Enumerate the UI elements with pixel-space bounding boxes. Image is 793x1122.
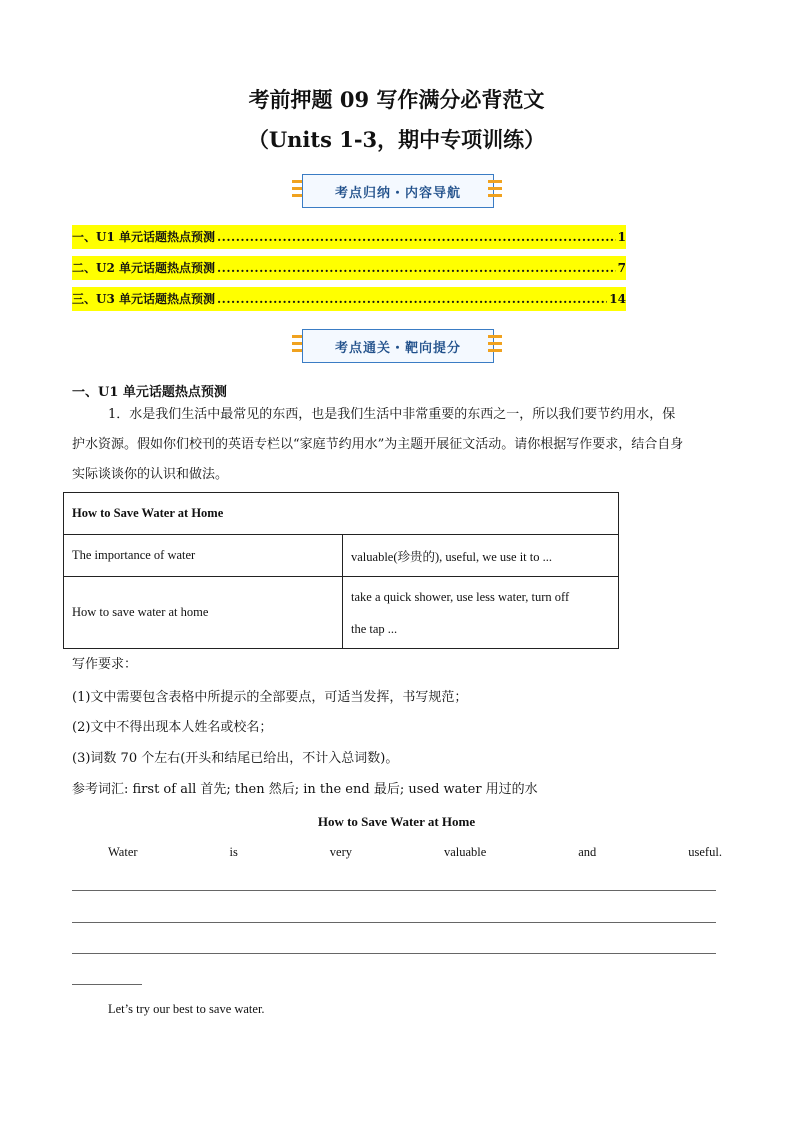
essay-word: is (229, 845, 238, 859)
toc-item-u2[interactable] (72, 256, 626, 280)
banner-decoration-icon (488, 180, 502, 201)
table-cell: valuable(珍贵的), useful, we use it to ... (343, 535, 619, 577)
essay-word: useful. (688, 845, 722, 859)
requirements-heading: 写作要求： (72, 657, 138, 672)
question-line: 1．水是我们生活中最常见的东西，也是我们生活中非常重要的东西之一，所以我们要节约用水，保 (108, 407, 676, 422)
toc-leader (217, 256, 616, 280)
requirement-item: (2)文中不得出现本人姓名或校名； (72, 720, 273, 735)
essay-word: very (329, 845, 352, 859)
table-cell: How to save water at home (64, 577, 343, 649)
toc-item-u1[interactable] (72, 225, 626, 249)
table-row (64, 535, 619, 577)
requirement-item: (3)词数 70 个左右(开头和结尾已给出，不计入总词数)。 (72, 751, 399, 766)
banner-label: 考点归纳・内容导航 (302, 174, 494, 208)
table-header: How to Save Water at Home (64, 493, 619, 535)
essay-word: valuable (443, 845, 487, 859)
toc-item-u3[interactable] (72, 287, 626, 311)
banner-label: 考点通关・靶向提分 (302, 329, 494, 363)
toc-leader (217, 225, 616, 249)
question-line: 护水资源。假如你们校刊的英语专栏以“家庭节约用水”为主题开展征文活动。请你根据写作要求，结合自身 (72, 437, 684, 452)
essay-title: How to Save Water at Home (317, 814, 476, 829)
answer-line[interactable] (72, 922, 716, 923)
table-row (64, 577, 619, 649)
toc-page: 14 (609, 292, 626, 306)
toc-label: 一、U1 单元话题热点预测 (72, 230, 215, 244)
section-heading: 一、U1 单元话题热点预测 (72, 385, 227, 400)
toc-label: 三、U3 单元话题热点预测 (72, 292, 215, 306)
answer-line[interactable] (72, 890, 716, 891)
vocabulary-hint: 参考词汇: first of all 首先; then 然后; in the end 最后; used water 用过的水 (72, 782, 538, 797)
banner-content-navigation (292, 174, 502, 208)
toc-label: 二、U2 单元话题热点预测 (72, 261, 215, 275)
toc-page: 7 (617, 261, 626, 275)
essay-opening (108, 845, 722, 860)
requirement-item: (1)文中需要包含表格中所提示的全部要点，可适当发挥，书写规范； (72, 690, 468, 705)
banner-decoration-icon (488, 335, 502, 356)
page-subtitle: （Units 1-3，期中专项训练） (247, 127, 546, 152)
table-cell (343, 577, 619, 649)
essay-word: and (578, 845, 597, 859)
page-title: 考前押题 09 写作满分必背范文 (248, 87, 545, 112)
toc-leader (217, 287, 607, 311)
table-cell: The importance of water (64, 535, 343, 577)
table-cell-line: take a quick shower, use less water, turn off (351, 589, 570, 604)
essay-word: Water (108, 845, 138, 859)
question-line: 实际谈谈你的认识和做法。 (72, 467, 229, 482)
table-cell-line: the tap ... (351, 621, 398, 636)
essay-closing: Let’s try our best to save water. (108, 1002, 265, 1016)
answer-line[interactable] (72, 984, 142, 985)
outline-table (63, 492, 619, 649)
banner-practice (292, 329, 502, 363)
answer-line[interactable] (72, 953, 716, 954)
toc-page: 1 (617, 230, 626, 244)
